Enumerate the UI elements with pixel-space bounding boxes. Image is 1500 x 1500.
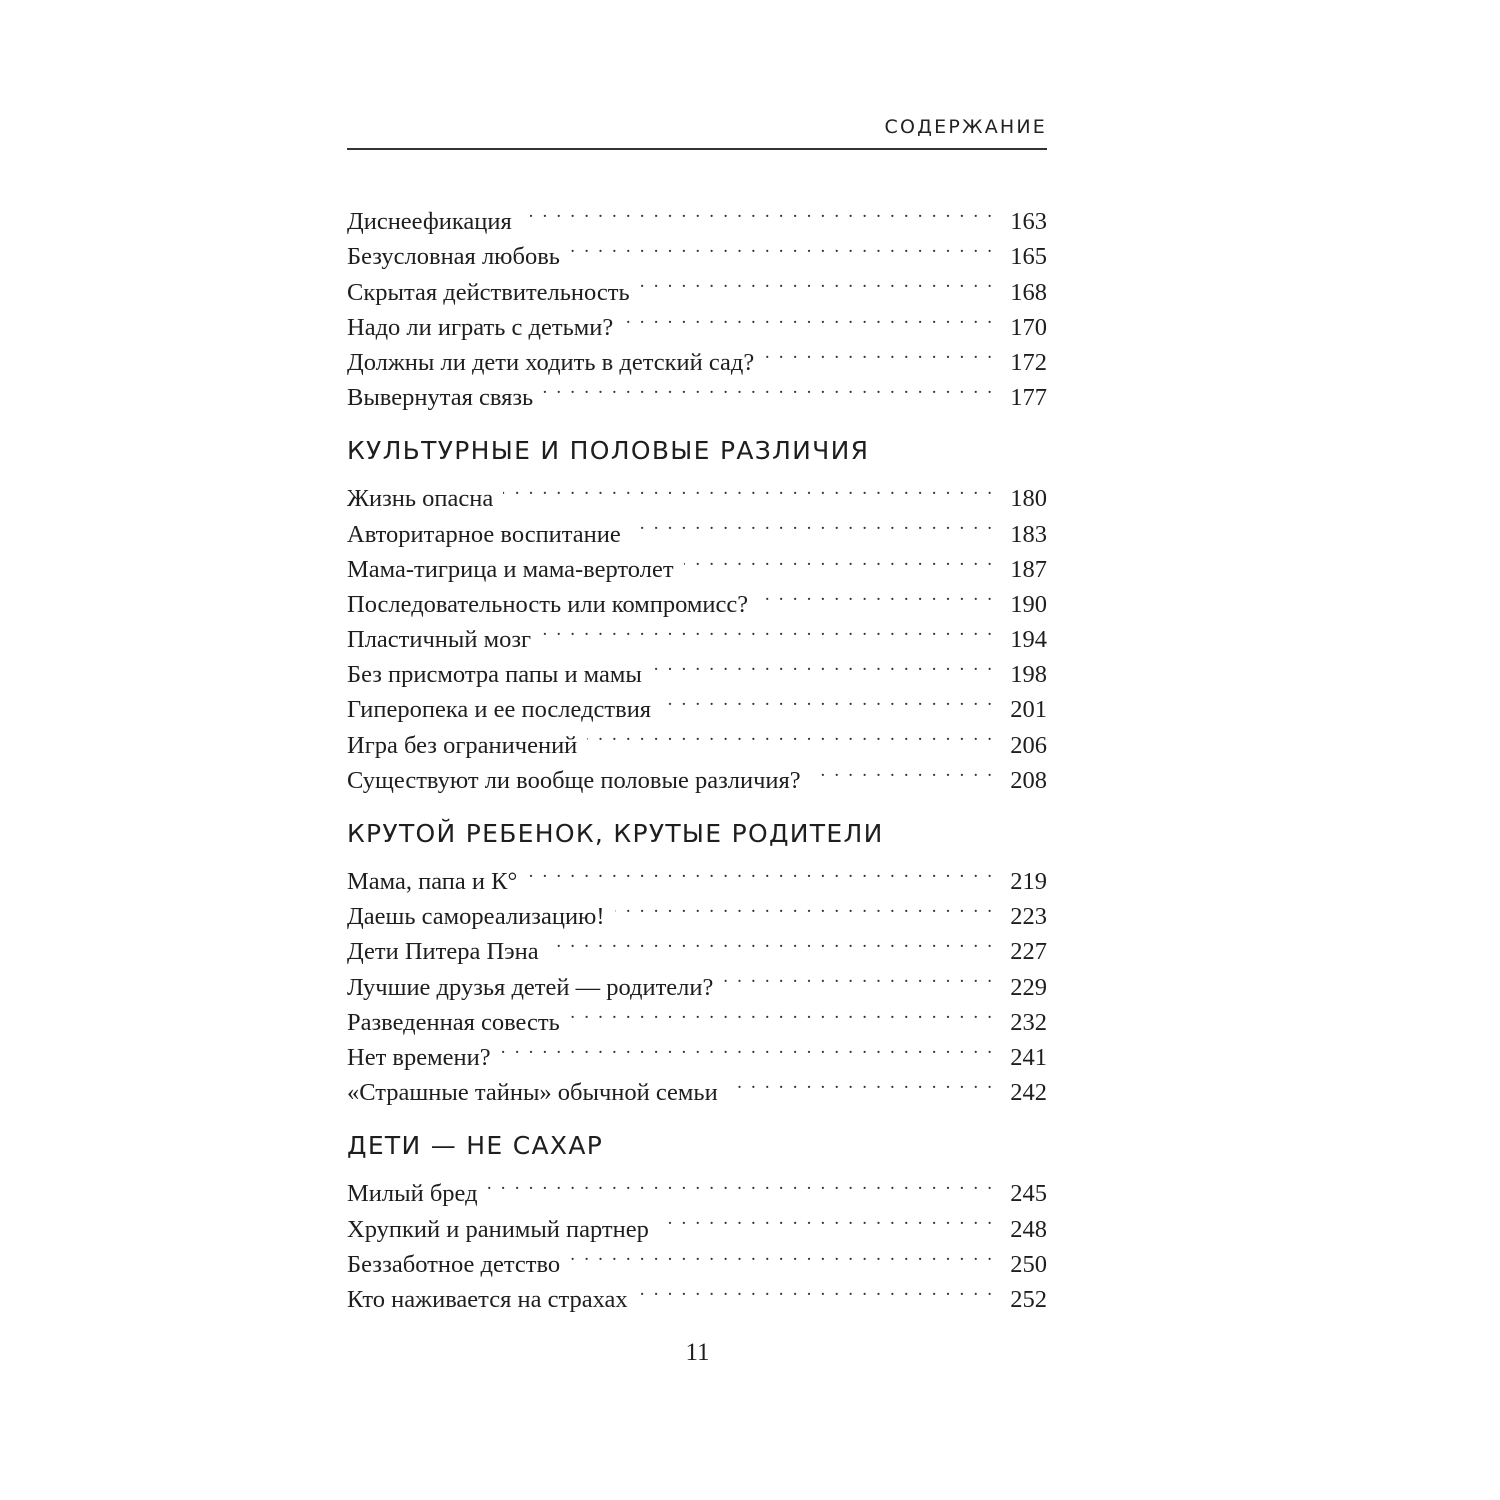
toc-entry-title: Разведенная совесть bbox=[347, 1008, 560, 1036]
dot-leader bbox=[764, 335, 994, 370]
dot-leader bbox=[549, 924, 995, 959]
section-title[interactable]: ДЕТИ — НЕ САХАР bbox=[347, 1131, 604, 1161]
section-title[interactable]: КУЛЬТУРНЫЕ И ПОЛОВЫЕ РАЗЛИЧИЯ bbox=[347, 436, 870, 466]
toc-entry-title: Без присмотра папы и мамы bbox=[347, 661, 642, 689]
toc-entry-page: 168 bbox=[1010, 278, 1047, 306]
toc-entry-title: Пластичный мозг bbox=[347, 626, 532, 654]
toc-entry-list bbox=[347, 471, 1047, 794]
toc-entry-page: 180 bbox=[1010, 485, 1047, 513]
toc-entry-title: Мама, папа и К° bbox=[347, 868, 518, 895]
toc-entry-page: 163 bbox=[1010, 208, 1047, 236]
toc-entry-title: Беззаботное детство bbox=[347, 1250, 561, 1278]
dot-leader bbox=[811, 753, 995, 788]
dot-leader bbox=[615, 889, 995, 924]
dot-leader bbox=[623, 300, 994, 335]
toc-entry-page: 190 bbox=[1010, 590, 1047, 618]
dot-leader bbox=[543, 370, 994, 405]
toc-entry-list bbox=[347, 854, 1047, 1107]
header-rule bbox=[347, 148, 1047, 150]
toc-entry-page: 206 bbox=[1010, 731, 1047, 759]
toc-entry-title: Надо ли играть с детьми? bbox=[347, 313, 614, 341]
toc-entry-title: Игра без ограничений bbox=[347, 731, 578, 759]
page-number: 11 bbox=[685, 1339, 710, 1366]
dot-leader bbox=[570, 995, 994, 1030]
dot-leader bbox=[723, 959, 994, 994]
toc-entry-page: 245 bbox=[1010, 1180, 1047, 1208]
toc-entry-title: Скрытая действительность bbox=[347, 278, 630, 306]
dot-leader bbox=[587, 717, 994, 752]
running-head: СОДЕРЖАНИЕ bbox=[884, 116, 1047, 138]
toc-entry-page: 252 bbox=[1010, 1285, 1047, 1313]
toc-entry-page: 250 bbox=[1010, 1250, 1047, 1278]
toc-section-cultural bbox=[347, 431, 1047, 794]
toc-entry-title: Должны ли дети ходить в детский сад? bbox=[347, 348, 755, 376]
toc-entry-page: 229 bbox=[1010, 973, 1047, 1001]
toc-entry-list bbox=[347, 194, 1047, 412]
toc-entry-title: Вывернутая связь bbox=[347, 384, 534, 412]
toc-entry-title: Диснеефикация bbox=[347, 208, 512, 236]
toc-page bbox=[347, 112, 1047, 1313]
toc-entry-page: 208 bbox=[1010, 766, 1047, 794]
dot-leader bbox=[527, 854, 994, 889]
toc-entry[interactable] bbox=[347, 1166, 1047, 1208]
toc-section-cool-child bbox=[347, 814, 1047, 1107]
dot-leader bbox=[684, 542, 995, 577]
dot-leader bbox=[570, 229, 994, 264]
dot-leader bbox=[661, 682, 994, 717]
toc-entry-page: 170 bbox=[1010, 313, 1047, 341]
toc-entry-title: Дети Питера Пэна bbox=[347, 938, 539, 966]
toc-entry-title: Нет времени? bbox=[347, 1043, 491, 1071]
toc-entry-page: 248 bbox=[1010, 1215, 1047, 1243]
toc-entry-title: Лучшие друзья детей — родители? bbox=[347, 973, 714, 1001]
toc-section-continued bbox=[347, 194, 1047, 412]
dot-leader bbox=[501, 1030, 995, 1065]
toc-entry-page: 172 bbox=[1010, 348, 1047, 376]
toc-entry[interactable] bbox=[347, 194, 1047, 236]
dot-leader bbox=[728, 1065, 995, 1100]
dot-leader bbox=[503, 471, 994, 506]
toc-entry-page: 201 bbox=[1010, 696, 1047, 724]
toc-entry-page: 232 bbox=[1010, 1008, 1047, 1036]
toc-entry-title: Последовательность или компромисс? bbox=[347, 590, 749, 618]
dot-leader bbox=[659, 1201, 994, 1236]
toc-entry-title: Милый бред bbox=[347, 1180, 478, 1208]
dot-leader bbox=[541, 612, 994, 647]
toc-entry-page: 194 bbox=[1010, 626, 1047, 654]
toc-entry[interactable] bbox=[347, 471, 1047, 513]
toc-entry-title: Авторитарное воспитание bbox=[347, 520, 621, 548]
toc-entry-title: Безусловная любовь bbox=[347, 243, 560, 271]
toc-entry-page: 242 bbox=[1010, 1079, 1047, 1107]
toc-entry-title: «Страшные тайны» обычной семьи bbox=[347, 1079, 718, 1107]
toc-entry-page: 187 bbox=[1010, 555, 1047, 583]
toc-entry-title: Кто наживается на страхах bbox=[347, 1285, 628, 1313]
dot-leader bbox=[652, 647, 994, 682]
toc-entry[interactable] bbox=[347, 854, 1047, 895]
toc-entry-title: Существуют ли вообще половые различия? bbox=[347, 766, 801, 794]
dot-leader bbox=[638, 1272, 995, 1307]
toc-entry-title: Гиперопека и ее последствия bbox=[347, 696, 652, 724]
dot-leader bbox=[758, 577, 994, 612]
toc-entry-page: 183 bbox=[1010, 520, 1047, 548]
toc-entry-page: 165 bbox=[1010, 243, 1047, 271]
toc-entry-page: 219 bbox=[1010, 868, 1047, 895]
dot-leader bbox=[570, 1237, 994, 1272]
toc-entry-page: 177 bbox=[1010, 384, 1047, 412]
dot-leader bbox=[488, 1166, 995, 1201]
dot-leader bbox=[522, 194, 995, 229]
toc-entry-title: Мама-тигрица и мама-вертолет bbox=[347, 555, 674, 583]
toc-entry-page: 198 bbox=[1010, 661, 1047, 689]
toc-entry-page: 241 bbox=[1010, 1043, 1047, 1071]
toc-entry-page: 223 bbox=[1010, 903, 1047, 931]
toc-entry-list bbox=[347, 1166, 1047, 1313]
toc-entry-title: Хрупкий и ранимый партнер bbox=[347, 1215, 649, 1243]
section-title[interactable]: КРУТОЙ РЕБЕНОК, КРУТЫЕ РОДИТЕЛИ bbox=[347, 818, 884, 848]
dot-leader bbox=[640, 264, 995, 299]
toc-entry-title: Жизнь опасна bbox=[347, 485, 494, 513]
toc-entry-page: 227 bbox=[1010, 938, 1047, 966]
toc-section-children-not-sugar bbox=[347, 1126, 1047, 1313]
toc-entry-title: Даешь самореализацию! bbox=[347, 903, 605, 931]
dot-leader bbox=[631, 506, 994, 541]
